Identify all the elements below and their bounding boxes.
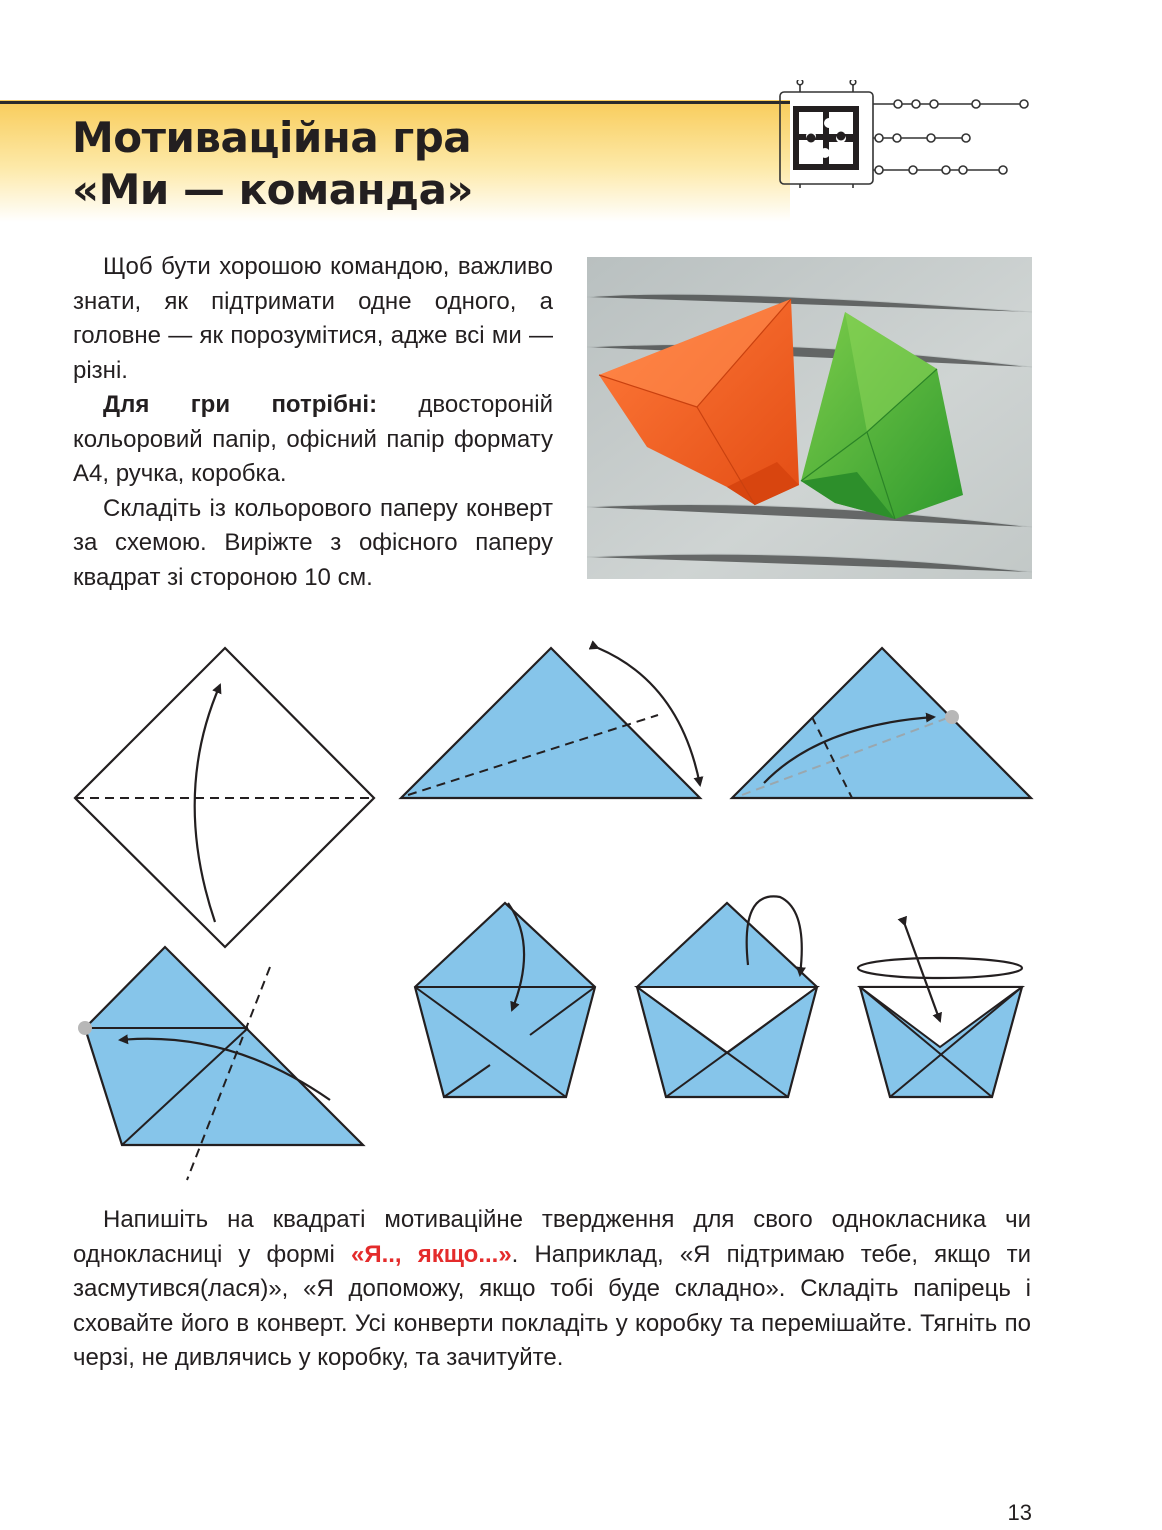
materials-label: Для гри потрібні: [103, 391, 378, 418]
step-1-square [75, 648, 374, 947]
step-6-pentagon [637, 896, 817, 1097]
puzzle-icon [775, 80, 1035, 190]
folding-diagram [60, 635, 1050, 1190]
title-line-2: «Ми — команда» [72, 165, 474, 214]
intro-paragraph-3: Складіть із кольорового паперу конверт за схемою. Виріжте з офісного паперу квадрат зі стороною 10 см. [73, 494, 553, 591]
instructions-text [73, 1203, 1031, 1376]
page-number: 13 [1007, 1500, 1032, 1525]
intro-text [73, 250, 553, 595]
instructions-after: . Наприклад, «Я підтримаю тебе, якщо ти засмутився(лася)», «Я допоможу, якщо тобі буде складно». Складіть папірець і сховайте його в конверт. Усі конверти покладіть у коробку та перемішайте. Тягніть по черзі, не дивлячись у коробку, та зачитуйте. [73, 1240, 1031, 1371]
step-4-folded [78, 947, 363, 1180]
instructions-before: Напишіть на квадраті мотиваційне твердження для свого однокласника чи однокласниці у формі [73, 1206, 1031, 1268]
step-2-triangle [401, 648, 700, 798]
materials-text: двостороній кольоровий папір, офісний папір формату А4, ручка, коробка. [73, 391, 553, 487]
instructions-paragraph [73, 1203, 1031, 1376]
origami-photo [587, 257, 1032, 579]
step-5-pentagon [415, 903, 595, 1097]
page-title [72, 112, 473, 216]
step-3-triangle [732, 648, 1031, 798]
title-line-1: Мотиваційна гра [72, 113, 472, 162]
intro-paragraph-2 [73, 388, 553, 492]
instructions-accent: «Я.., якщо...» [350, 1240, 512, 1268]
intro-paragraph-1: Щоб бути хорошою командою, важливо знати, як підтримати одне одного, а головне — як порозумітися, адже всі ми — різні. [73, 253, 553, 384]
header-line [0, 101, 790, 104]
step-7-envelope [858, 925, 1022, 1097]
